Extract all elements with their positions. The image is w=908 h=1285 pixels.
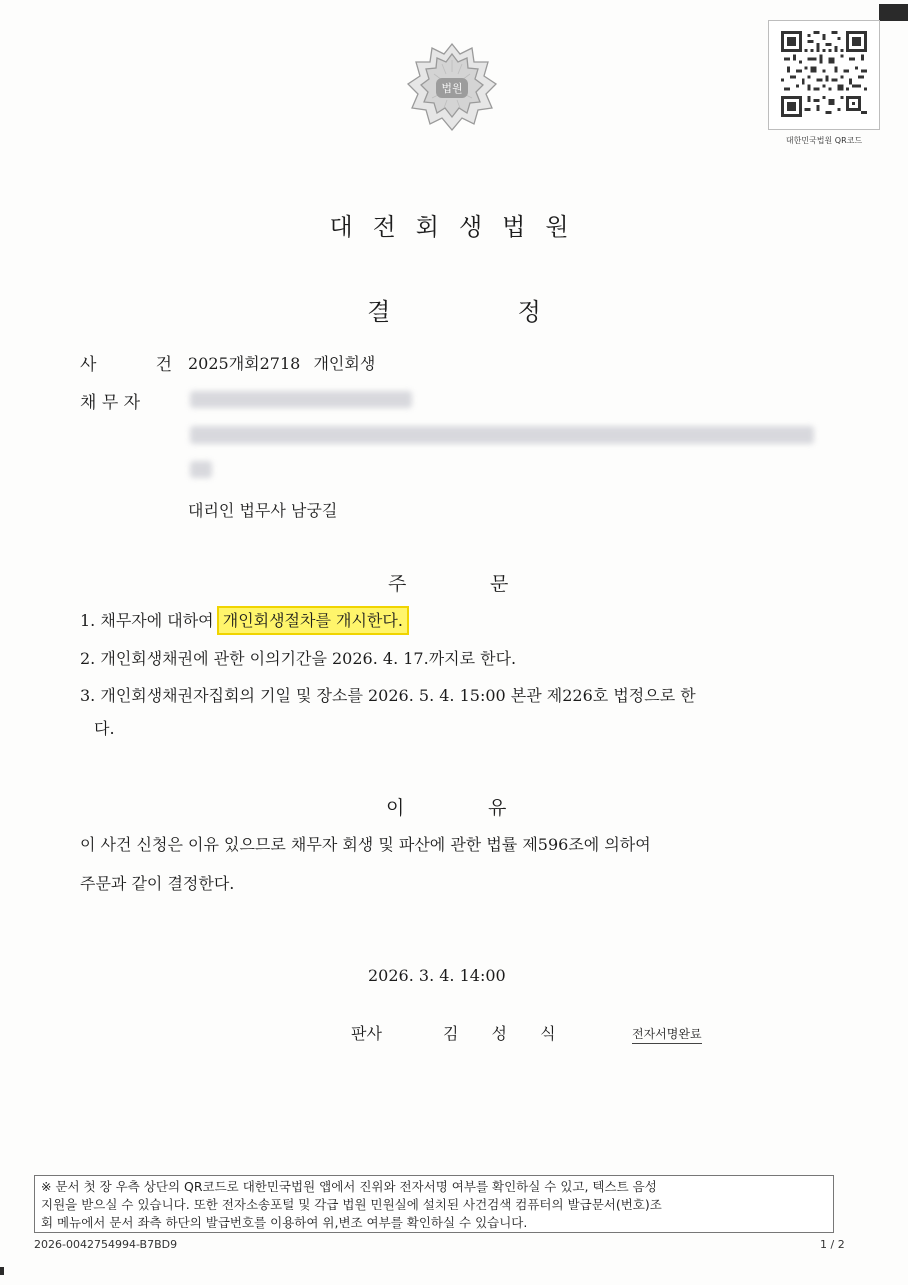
document-id: 2026-0042754994-B7BD9 bbox=[34, 1238, 178, 1251]
order-item-1-text: 채무자에 대하여 bbox=[100, 611, 214, 630]
order-item-3-num: 3. bbox=[80, 686, 96, 705]
order-heading-1: 주 bbox=[388, 573, 407, 595]
order-item-1-highlight: 개인회생절차를 개시한다. bbox=[219, 608, 407, 633]
decision-date: 2026. 3. 4. 14:00 bbox=[368, 966, 506, 985]
judge-name: 김 성 식 bbox=[443, 1024, 570, 1043]
case-label bbox=[80, 350, 172, 375]
notice-line-1: ※ 문서 첫 장 우측 상단의 QR코드로 대한민국법원 앱에서 진위와 전자서명 여부를 확인하실 수 있고, 텍스트 음성 bbox=[41, 1179, 657, 1194]
qr-label: 대한민국법원 QR코드 bbox=[785, 136, 863, 145]
scan-mark-top bbox=[879, 4, 908, 21]
scan-mark-left bbox=[0, 1267, 4, 1275]
case-type: 개인회생 bbox=[313, 354, 376, 373]
debtor-address-redacted bbox=[190, 426, 814, 444]
emblem-text: 법원 bbox=[441, 82, 463, 95]
court-emblem bbox=[404, 40, 500, 134]
court-name: 대전회생법원 bbox=[329, 213, 589, 241]
judge-title: 판사 bbox=[351, 1024, 382, 1043]
case-label-char1: 사 bbox=[80, 355, 97, 375]
title-part-2: 정 bbox=[517, 298, 541, 326]
document-title bbox=[0, 292, 908, 327]
order-heading-2: 문 bbox=[490, 573, 509, 595]
order-item-3-text: 개인회생채권자집회의 기일 및 장소를 2026. 5. 4. 15:00 본관 제226호 법정으로 한 bbox=[100, 686, 696, 705]
notice-line-3: 회 메뉴에서 문서 좌측 하단의 발급번호를 이용하여 위,변조 여부를 확인하실 수 있습니다. bbox=[41, 1215, 528, 1230]
case-info bbox=[188, 351, 375, 374]
case-number: 2025개회2718 bbox=[188, 354, 301, 373]
order-item-2-text: 개인회생채권에 관한 이의기간을 2026. 4. 17.까지로 한다. bbox=[100, 649, 517, 668]
notice-line-2: 지원을 받으실 수 있습니다. 또한 전자소송포털 및 각급 법원 민원실에 설치된 사건검색 컴퓨터의 발급문서(번호)조 bbox=[41, 1197, 662, 1212]
reason-line-1: 이 사건 신청은 이유 있으므로 채무자 회생 및 파산에 관한 법률 제596조에 의하여 bbox=[80, 835, 651, 854]
page-number: 1 / 2 bbox=[820, 1238, 845, 1251]
order-item-1 bbox=[80, 605, 825, 637]
reason-heading-1: 이 bbox=[386, 797, 405, 819]
order-item-3-cont: 다. bbox=[94, 719, 115, 738]
debtor-address-redacted-2 bbox=[190, 461, 212, 478]
order-item-2 bbox=[80, 643, 825, 675]
order-item-1-num: 1. bbox=[80, 611, 96, 630]
electronic-signature: 전자서명완료 bbox=[632, 1025, 702, 1044]
reason-line-2: 주문과 같이 결정한다. bbox=[80, 874, 235, 893]
verification-notice bbox=[34, 1175, 834, 1233]
order-item-3 bbox=[80, 680, 825, 712]
reason-heading-2: 유 bbox=[488, 797, 507, 819]
title-part-1: 결 bbox=[367, 298, 391, 326]
qr-code[interactable] bbox=[768, 20, 880, 130]
debtor-agent: 대리인 법무사 남궁길 bbox=[188, 501, 338, 520]
debtor-name-redacted bbox=[190, 391, 412, 408]
debtor-label: 채 무 자 bbox=[80, 393, 141, 413]
order-item-2-num: 2. bbox=[80, 649, 96, 668]
case-label-char2: 건 bbox=[155, 355, 172, 375]
